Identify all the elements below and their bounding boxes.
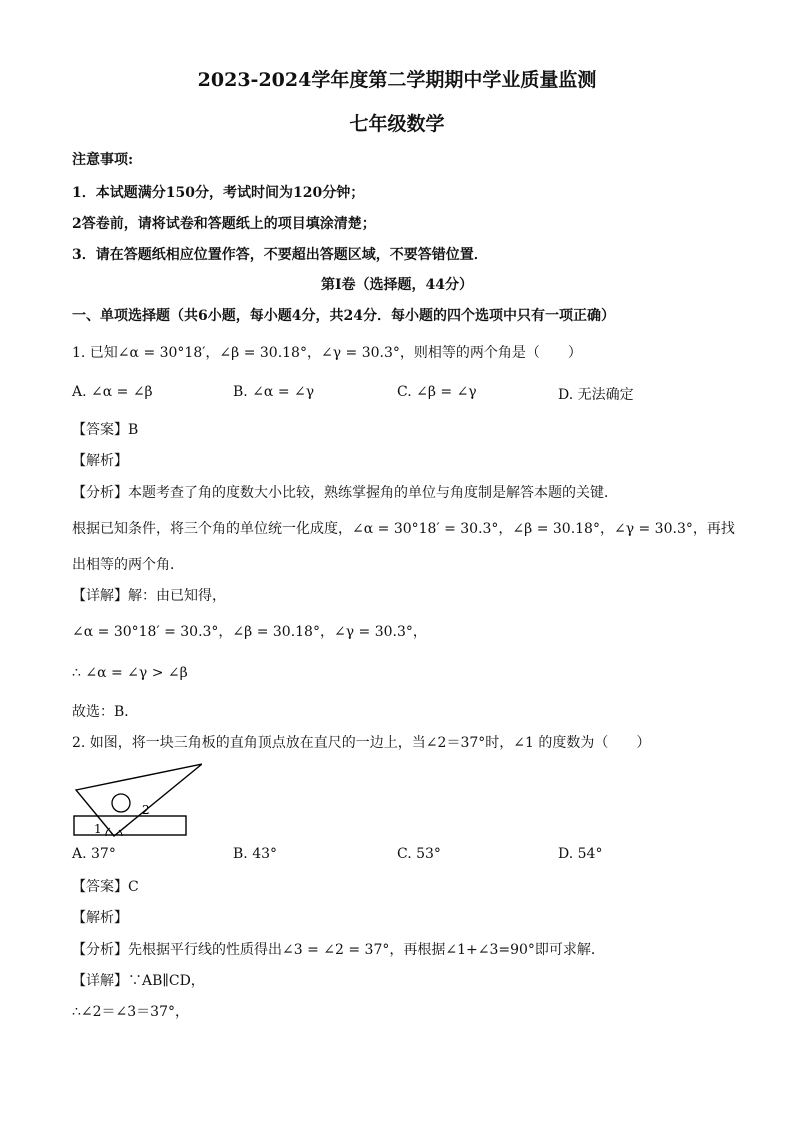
q2-analysis-label: 【解析】 [72,910,128,926]
notice-item-1: 1．本试题满分150分，考试时间为120分钟； [72,185,365,201]
q2-detail: 【详解】∵AB∥CD， [72,973,205,989]
q2-option-d: D. 54° [558,846,603,862]
q1-analysis-2b: 出相等的两个角． [72,557,184,573]
q1-step-1: ∠α = 30°18′ = 30.3°，∠β = 30.18°，∠γ = 30.3°， [72,624,427,640]
q1-answer: 【答案】B [72,422,139,438]
q2-step-1: ∴∠2＝∠3＝37°， [72,1004,189,1020]
q2-option-c: C. 53° [397,846,441,862]
q2-stem: 2. 如图，将一块三角板的直角顶点放在直尺的一边上，当∠2＝37°时，∠1 的度数为（ ） [72,735,651,751]
q1-option-b: B. ∠α = ∠γ [233,384,315,400]
angle-1-label: 1 [94,822,102,836]
page-title: 2023-2024学年度第二学期期中学业质量监测 [197,69,597,91]
q2-answer: 【答案】C [72,879,139,895]
q2-figure [72,762,202,838]
angle-2-label: 2 [142,803,150,817]
q1-step-2: ∴ ∠α = ∠γ > ∠β [72,665,188,681]
q1-analysis-2a: 根据已知条件，将三个角的单位统一化成度，∠α = 30°18′ = 30.3°，∠β = 30.18°，∠γ = 30.3°，再找 [72,521,735,537]
q1-option-a: A. ∠α = ∠β [72,384,153,400]
q1-detail: 【详解】解：由已知得， [72,588,226,604]
notice-item-3: 3．请在答题纸相应位置作答，不要超出答题区域，不要答错位置． [72,247,488,263]
q2-option-a: A. 37° [72,846,116,862]
set-square-hole [112,794,130,812]
ruler-shape [74,816,186,835]
q1-conclusion: 故选：B． [72,704,139,720]
q1-option-d: D. 无法确定 [558,387,634,403]
notice-item-2: 2答卷前，请将试卷和答题纸上的项目填涂清楚； [72,216,376,232]
q1-option-c: C. ∠β = ∠γ [397,384,477,400]
volume-heading: 第I卷（选择题，44分） [320,277,474,293]
q2-option-b: B. 43° [233,846,278,862]
notice-heading: 注意事项: [72,152,134,168]
page-subtitle: 七年级数学 [349,113,445,135]
part1-heading: 一、单项选择题（共6小题，每小题4分，共24分．每小题的四个选项中只有一项正确） [72,308,615,324]
q1-analysis: 【分析】本题考查了角的度数大小比较，熟练掌握角的单位与角度制是解答本题的关键． [72,485,618,501]
q2-analysis: 【分析】先根据平行线的性质得出∠3 = ∠2 = 37°，再根据∠1+∠3=90°即可求解． [72,942,605,958]
q1-stem: 1. 已知∠α = 30°18′，∠β = 30.18°，∠γ = 30.3°，则相等的两个角是（ ） [72,345,582,361]
q1-analysis-label: 【解析】 [72,453,128,469]
